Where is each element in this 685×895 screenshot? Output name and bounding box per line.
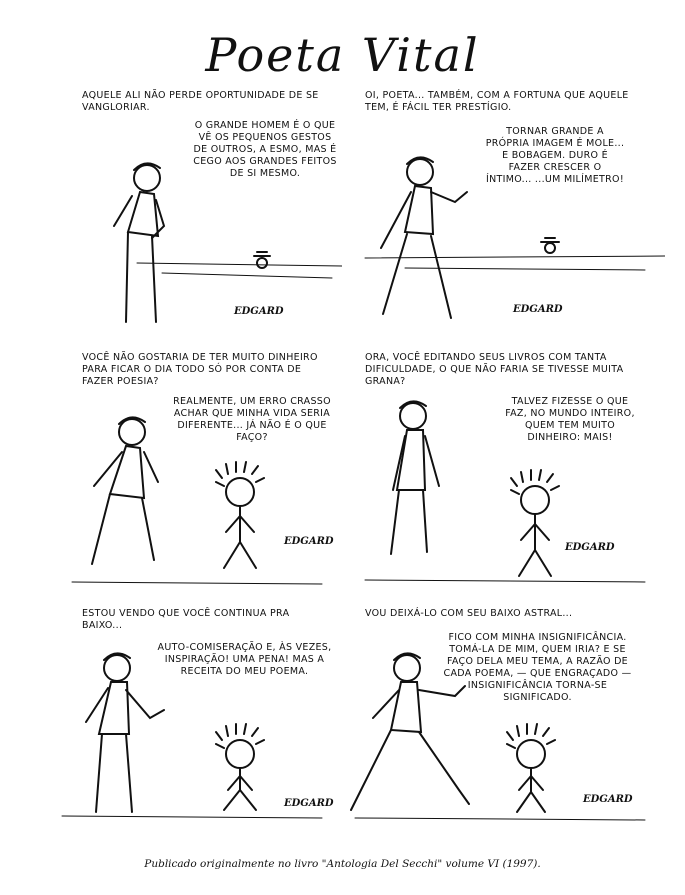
panel-1-signature: EDGARD [234,306,284,317]
comic-panel-6 [345,606,665,846]
panel-6-signature: EDGARD [583,794,633,805]
panel-2-narration: OI, POETA... TAMBÉM, COM A FORTUNA QUE AQUELE TEM, É FÁCIL TER PRESTÍGIO. [365,90,629,113]
panel-3-speech: REALMENTE, UM ERRO CRASSO ACHAR QUE MINHA VIDA SERIA DIFERENTE... JÁ NÃO É O QUE FAÇO? [173,396,331,443]
publication-footer: Publicado originalmente no livro "Antologia Del Secchi" volume VI (1997). [144,858,541,870]
panel-4-drawing [345,350,665,590]
panel-3-drawing [22,350,342,590]
panel-2-drawing [345,88,665,328]
panel-6-speech: FICO COM MINHA INSIGNIFICÂNCIA. TOMÁ-LA DE MIM, QUEM IRIA? E SE FAÇO DELA MEU TEMA, A RAZÃO DE CADA POEMA, — QUE ENGRAÇADO — INSIGNIFICÂNCIA TORNA-SE SIGNIFICADO. [443,632,632,703]
panel-4-signature: EDGARD [565,542,615,553]
panel-1-speech: O GRANDE HOMEM É O QUE VÊ OS PEQUENOS GESTOS DE OUTROS, A ESMO, MAS É CEGO AOS GRANDES FEITOS DE SI MESMO. [193,120,337,179]
panel-5-narration: ESTOU VENDO QUE VOCÊ CONTINUA PRA BAIXO... [82,608,290,631]
comic-panel-4 [345,350,665,590]
panel-5-drawing [22,606,342,846]
panel-5-speech: AUTO-COMISERAÇÃO E, ÀS VEZES, INSPIRAÇÃO! UMA PENA! MAS A RECEITA DO MEU POEMA. [157,642,332,677]
panel-4-speech: TALVEZ FIZESSE O QUE FAZ, NO MUNDO INTEIRO, QUEM TEM MUITO DINHEIRO: MAIS! [505,396,635,443]
comic-panel-2 [345,88,665,328]
panel-6-drawing [345,606,665,846]
comic-title: Poeta Vital [205,28,480,82]
panel-1-drawing [22,88,342,328]
panel-4-narration: ORA, VOCÊ EDITANDO SEUS LIVROS COM TANTA DIFICULDADE, O QUE NÃO FARIA SE TIVESSE MUITA GRANA? [365,352,624,387]
panel-5-signature: EDGARD [284,798,334,809]
panel-1-narration: AQUELE ALI NÃO PERDE OPORTUNIDADE DE SE VANGLORIAR. [82,90,319,113]
panel-3-signature: EDGARD [284,536,334,547]
comic-panel-5 [22,606,342,846]
comic-panel-3 [22,350,342,590]
panel-6-narration: VOU DEIXÁ-LO COM SEU BAIXO ASTRAL... [365,608,573,619]
panel-2-signature: EDGARD [513,304,563,315]
comic-panel-1 [22,88,342,328]
panel-3-narration: VOCÊ NÃO GOSTARIA DE TER MUITO DINHEIRO PARA FICAR O DIA TODO SÓ POR CONTA DE FAZER POESIA? [82,352,318,387]
panel-2-speech: TORNAR GRANDE A PRÓPRIA IMAGEM É MOLE... E BOBAGEM. DURO É FAZER CRESCER O ÍNTIMO... ...UM MILÍMETRO! [485,126,625,185]
